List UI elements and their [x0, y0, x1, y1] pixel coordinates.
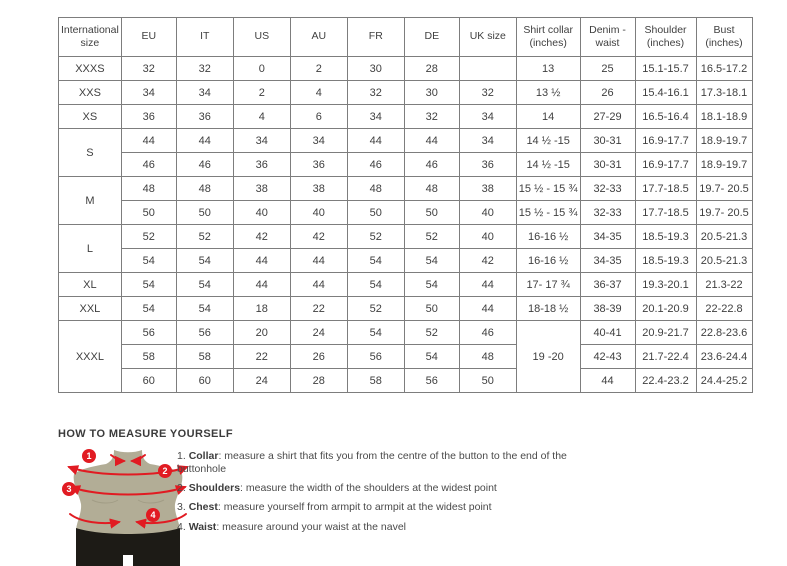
table-cell: 17.7-18.5 [635, 201, 696, 225]
table-cell: 22 [290, 297, 347, 321]
table-cell: 20.5-21.3 [696, 249, 752, 273]
table-cell: 23.6-24.4 [696, 345, 752, 369]
table-cell: 48 [459, 345, 516, 369]
table-cell: 19.3-20.1 [635, 273, 696, 297]
table-cell: 44 [459, 297, 516, 321]
table-cell: 21.7-22.4 [635, 345, 696, 369]
badge-waist: 4 [146, 508, 160, 522]
table-cell [459, 57, 516, 81]
table-cell: 14 ½ -15 [516, 129, 580, 153]
table-cell: 44 [580, 369, 635, 393]
table-cell: 54 [404, 273, 459, 297]
table-cell: XXXS [59, 57, 122, 81]
table-cell: 48 [404, 177, 459, 201]
table-cell: 32 [121, 57, 176, 81]
table-row [59, 273, 753, 297]
table-cell: 38 [290, 177, 347, 201]
table-cell: 15 ½ - 15 ¾ [516, 177, 580, 201]
table-row [59, 81, 753, 105]
table-cell: S [59, 129, 122, 177]
table-cell: 44 [404, 129, 459, 153]
table-cell: 42 [233, 225, 290, 249]
table-cell: 52 [347, 297, 404, 321]
table-cell: M [59, 177, 122, 225]
table-cell: 4 [290, 81, 347, 105]
table-cell: 44 [176, 129, 233, 153]
step-label: Chest [188, 501, 218, 514]
table-cell: 34 [459, 105, 516, 129]
step-number: 1. [177, 450, 186, 462]
table-cell: 38 [233, 177, 290, 201]
column-header: IT [176, 18, 233, 57]
table-cell: 38 [459, 177, 516, 201]
measure-step-shoulders [177, 482, 617, 495]
table-cell: XS [59, 105, 122, 129]
measure-steps-list [177, 450, 617, 540]
table-cell: 20.1-20.9 [635, 297, 696, 321]
table-cell: 36 [290, 153, 347, 177]
table-cell: 19.7- 20.5 [696, 201, 752, 225]
table-cell: 54 [176, 273, 233, 297]
table-cell: 54 [404, 345, 459, 369]
table-cell: 18-18 ½ [516, 297, 580, 321]
table-cell: 22.4-23.2 [635, 369, 696, 393]
table-cell: 50 [121, 201, 176, 225]
table-cell: 36 [459, 153, 516, 177]
column-header: Shoulder (inches) [635, 18, 696, 57]
measure-step-waist [177, 521, 617, 534]
table-cell: 15.4-16.1 [635, 81, 696, 105]
table-cell: 24 [290, 321, 347, 345]
table-cell: 58 [347, 369, 404, 393]
table-cell: 54 [121, 249, 176, 273]
table-cell: 16.9-17.7 [635, 129, 696, 153]
column-header: Bust (inches) [696, 18, 752, 57]
table-cell: 42 [290, 225, 347, 249]
table-cell: 34-35 [580, 225, 635, 249]
table-cell: 60 [176, 369, 233, 393]
table-cell: 20 [233, 321, 290, 345]
table-header-row [59, 18, 753, 57]
table-cell: 13 ½ [516, 81, 580, 105]
table-cell: 46 [459, 321, 516, 345]
table-cell: 52 [121, 225, 176, 249]
table-cell: 60 [121, 369, 176, 393]
table-cell: 54 [404, 249, 459, 273]
table-cell: 44 [290, 273, 347, 297]
column-header: AU [290, 18, 347, 57]
table-cell: 6 [290, 105, 347, 129]
table-cell: 44 [347, 129, 404, 153]
table-row [59, 153, 753, 177]
table-cell: 2 [233, 81, 290, 105]
table-cell: 54 [347, 249, 404, 273]
shorts-notch [123, 555, 133, 566]
table-cell: 18.1-18.9 [696, 105, 752, 129]
table-row [59, 105, 753, 129]
column-header: Shirt collar (inches) [516, 18, 580, 57]
table-cell: 19.7- 20.5 [696, 177, 752, 201]
table-cell: 14 ½ -15 [516, 153, 580, 177]
table-cell: 13 [516, 57, 580, 81]
table-cell: 25 [580, 57, 635, 81]
step-number: 3. [177, 501, 186, 514]
step-label: Collar [188, 450, 219, 462]
table-cell: 40 [233, 201, 290, 225]
table-cell: 46 [347, 153, 404, 177]
table-cell: L [59, 225, 122, 273]
table-cell: 34-35 [580, 249, 635, 273]
table-cell: 32 [404, 105, 459, 129]
table-cell: 22-22.8 [696, 297, 752, 321]
table-cell: 44 [233, 249, 290, 273]
measure-step-chest [177, 501, 617, 514]
measurement-figure [62, 448, 194, 566]
table-cell: 36 [176, 105, 233, 129]
table-cell: 48 [176, 177, 233, 201]
table-cell: 50 [459, 369, 516, 393]
table-cell: 46 [176, 153, 233, 177]
badge-collar: 1 [82, 449, 96, 463]
table-cell: 26 [580, 81, 635, 105]
table-cell: 40-41 [580, 321, 635, 345]
table-cell: 44 [459, 273, 516, 297]
table-cell: 21.3-22 [696, 273, 752, 297]
table-cell: 56 [176, 321, 233, 345]
step-label: Waist [188, 520, 217, 533]
step-text: : measure around your waist at the navel [216, 520, 406, 533]
table-cell: 36-37 [580, 273, 635, 297]
step-text: : measure yourself from armpit to armpit at the widest point [217, 501, 492, 514]
table-cell: 24.4-25.2 [696, 369, 752, 393]
table-cell: 34 [459, 129, 516, 153]
table-cell: 52 [176, 225, 233, 249]
table-cell: 20.9-21.7 [635, 321, 696, 345]
table-cell: 19 -20 [516, 321, 580, 393]
table-cell: 32-33 [580, 177, 635, 201]
table-cell: 38-39 [580, 297, 635, 321]
table-cell: 16-16 ½ [516, 225, 580, 249]
table-cell: 48 [347, 177, 404, 201]
torso-illustration [62, 448, 194, 566]
table-cell: 42 [459, 249, 516, 273]
table-cell: 52 [404, 225, 459, 249]
table-cell: 54 [176, 297, 233, 321]
table-cell: 54 [176, 249, 233, 273]
table-cell: 17.3-18.1 [696, 81, 752, 105]
step-number: 2. [177, 482, 186, 495]
table-cell: 30 [404, 81, 459, 105]
table-cell: 2 [290, 57, 347, 81]
table-cell: 34 [290, 129, 347, 153]
table-cell: 56 [404, 369, 459, 393]
table-cell: XXS [59, 81, 122, 105]
table-cell: 42-43 [580, 345, 635, 369]
table-row [59, 201, 753, 225]
table-cell: 56 [347, 345, 404, 369]
table-cell: 16.5-17.2 [696, 57, 752, 81]
table-cell: 58 [121, 345, 176, 369]
table-cell: 17.7-18.5 [635, 177, 696, 201]
table-cell: 0 [233, 57, 290, 81]
table-cell: XXL [59, 297, 122, 321]
step-number: 4. [177, 520, 186, 533]
table-cell: 32 [459, 81, 516, 105]
table-cell: 52 [347, 225, 404, 249]
column-header: US [233, 18, 290, 57]
table-cell: 34 [176, 81, 233, 105]
table-row [59, 321, 753, 345]
table-cell: 58 [176, 345, 233, 369]
table-cell: 40 [459, 225, 516, 249]
table-row [59, 345, 753, 369]
table-cell: 27-29 [580, 105, 635, 129]
table-cell: 54 [121, 297, 176, 321]
table-cell: 18 [233, 297, 290, 321]
table-cell: 54 [347, 321, 404, 345]
table-cell: 52 [404, 321, 459, 345]
table-cell: 44 [121, 129, 176, 153]
table-row [59, 369, 753, 393]
table-cell: 17- 17 ¾ [516, 273, 580, 297]
table-cell: 46 [404, 153, 459, 177]
table-cell: 54 [121, 273, 176, 297]
table-cell: 32 [347, 81, 404, 105]
table-cell: 34 [121, 81, 176, 105]
table-row [59, 249, 753, 273]
step-text: : measure a shirt that fits you from the centre of the button to the end of the buttonhole [177, 450, 567, 476]
table-cell: 40 [290, 201, 347, 225]
table-row [59, 297, 753, 321]
table-cell: 50 [404, 201, 459, 225]
table-cell: 36 [121, 105, 176, 129]
table-cell: XL [59, 273, 122, 297]
table-row [59, 57, 753, 81]
column-header: EU [121, 18, 176, 57]
table-cell: 54 [347, 273, 404, 297]
column-header: International size [59, 18, 122, 57]
step-label: Shoulders [188, 482, 241, 495]
table-cell: 16.9-17.7 [635, 153, 696, 177]
table-cell: 34 [233, 129, 290, 153]
table-cell: 36 [233, 153, 290, 177]
table-cell: 50 [347, 201, 404, 225]
table-cell: 50 [404, 297, 459, 321]
table-cell: 14 [516, 105, 580, 129]
table-cell: 18.9-19.7 [696, 153, 752, 177]
table-cell: 30 [347, 57, 404, 81]
table-cell: 32-33 [580, 201, 635, 225]
table-row [59, 129, 753, 153]
table-row [59, 225, 753, 249]
table-cell: 46 [121, 153, 176, 177]
table-cell: 34 [347, 105, 404, 129]
measure-heading: HOW TO MEASURE YOURSELF [58, 428, 234, 440]
table-cell: 30-31 [580, 153, 635, 177]
table-cell: 26 [290, 345, 347, 369]
table-cell: 30-31 [580, 129, 635, 153]
column-header: DE [404, 18, 459, 57]
table-cell: 15 ½ - 15 ¾ [516, 201, 580, 225]
table-cell: 40 [459, 201, 516, 225]
table-cell: 44 [233, 273, 290, 297]
table-cell: 56 [121, 321, 176, 345]
column-header: Denim - waist [580, 18, 635, 57]
size-chart-table [58, 17, 753, 393]
table-cell: 22 [233, 345, 290, 369]
table-cell: 24 [233, 369, 290, 393]
badge-shoulders: 2 [158, 464, 172, 478]
table-cell: 50 [176, 201, 233, 225]
measure-step-collar [177, 450, 617, 476]
badge-chest: 3 [62, 482, 76, 496]
table-cell: XXXL [59, 321, 122, 393]
table-cell: 28 [404, 57, 459, 81]
table-cell: 20.5-21.3 [696, 225, 752, 249]
table-cell: 22.8-23.6 [696, 321, 752, 345]
table-cell: 48 [121, 177, 176, 201]
table-cell: 18.5-19.3 [635, 225, 696, 249]
table-cell: 16-16 ½ [516, 249, 580, 273]
table-cell: 18.5-19.3 [635, 249, 696, 273]
table-cell: 15.1-15.7 [635, 57, 696, 81]
table-cell: 4 [233, 105, 290, 129]
column-header: UK size [459, 18, 516, 57]
table-cell: 44 [290, 249, 347, 273]
table-row [59, 177, 753, 201]
table-cell: 32 [176, 57, 233, 81]
table-cell: 16.5-16.4 [635, 105, 696, 129]
table-cell: 28 [290, 369, 347, 393]
column-header: FR [347, 18, 404, 57]
step-text: : measure the width of the shoulders at the widest point [240, 482, 497, 495]
table-cell: 18.9-19.7 [696, 129, 752, 153]
